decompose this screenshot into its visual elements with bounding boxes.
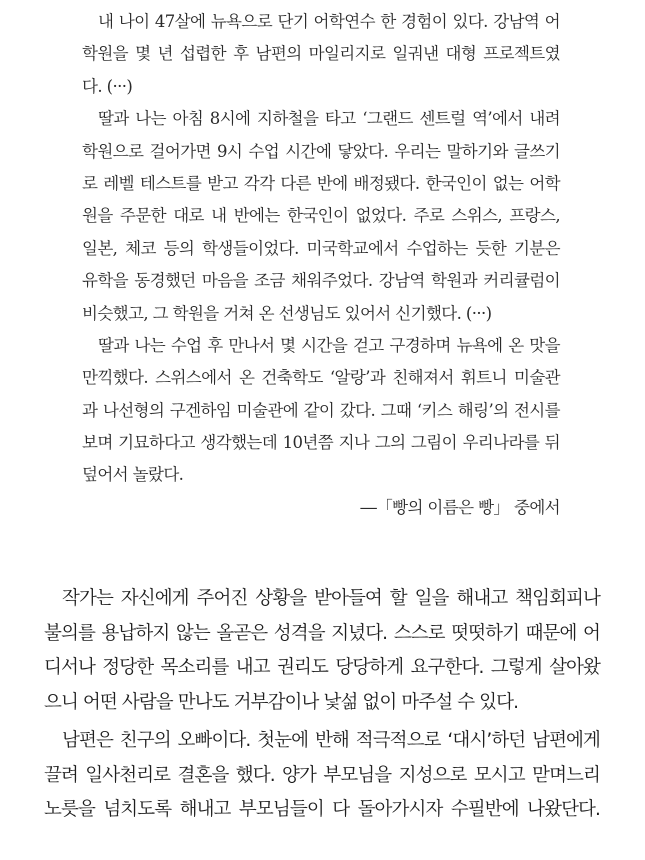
body-paragraph-1	[44, 582, 600, 720]
text-line: 끌려 일사천리로 결혼을 했다. 양가 부모님을 지성으로 모시고 맏며느리	[44, 764, 600, 786]
text-line: 불의를 용납하지 않는 올곧은 성격을 지녔다. 스스로 떳떳하기 때문에 어	[44, 622, 600, 644]
text-line: 보며 기묘하다고 생각했는데 10년쯤 지나 그의 그림이 우리나라를 뒤	[82, 433, 560, 453]
body-paragraph-2	[44, 724, 600, 828]
quoted-excerpt	[82, 6, 560, 524]
text-line: 로 레벨 테스트를 받고 각각 다른 반에 배정됐다. 한국인이 없는 어학	[82, 173, 560, 193]
text-line: 작가는 자신에게 주어진 상황을 받아들여 할 일을 해내고 책임회피나	[62, 588, 600, 609]
text-line: 일본, 체코 등의 학생들이었다. 미국학교에서 수업하는 듯한 기분은	[82, 238, 560, 258]
quote-source-citation: ―「빵의 이름은 빵」 중에서	[360, 497, 560, 517]
text-line: 덮어서 놀랐다.	[82, 465, 184, 485]
text-line: 다. (···)	[82, 76, 133, 96]
text-line: 남편은 친구의 오빠이다. 첫눈에 반해 적극적으로 ‘대시’하던 남편에게	[62, 730, 600, 751]
quote-paragraph-1	[82, 6, 560, 103]
text-line: 딸과 나는 수업 후 만나서 몇 시간을 걷고 구경하며 뉴욕에 온 맛을	[98, 335, 560, 355]
text-line: 디서나 정당한 목소리를 내고 권리도 당당하게 요구한다. 그렇게 살아왔	[44, 657, 600, 678]
text-line: 내 나이 47살에 뉴욕으로 단기 어학연수 한 경험이 있다. 강남역 어	[98, 12, 560, 31]
text-line: 만끽했다. 스위스에서 온 건축학도 ‘알랑’과 친해져서 휘트니 미술관	[82, 368, 560, 388]
text-line: 유학을 동경했던 마음을 조금 채워주었다. 강남역 학원과 커리큘럼이	[82, 271, 560, 291]
text-line: 비슷했고, 그 학원을 거쳐 온 선생님도 있어서 신기했다. (···)	[82, 303, 492, 323]
text-line: 노릇을 넘치도록 해내고 부모님들이 다 돌아가시자 수필반에 나왔단다.	[44, 799, 600, 820]
text-line: 으니 어떤 사람을 만나도 거부감이나 낯섦 없이 마주설 수 있다.	[44, 691, 519, 713]
text-line: 학원을 몇 년 섭렵한 후 남편의 마일리지로 일궈낸 대형 프로젝트였	[82, 44, 560, 64]
text-line: 원을 주문한 대로 내 반에는 한국인이 없었다. 주로 스위스, 프랑스,	[82, 206, 560, 226]
text-line: 학원으로 걸어가면 9시 수업 시간에 닿았다. 우리는 말하기와 글쓰기	[82, 141, 560, 161]
text-line: 딸과 나는 아침 8시에 지하철을 타고 ‘그랜드 센트럴 역’에서 내려	[98, 109, 560, 129]
quote-paragraph-2	[82, 103, 560, 330]
text-line: 과 나선형의 구겐하임 미술관에 같이 갔다. 그때 ‘키스 해링’의 전시를	[82, 400, 560, 420]
quote-paragraph-3	[82, 330, 560, 492]
